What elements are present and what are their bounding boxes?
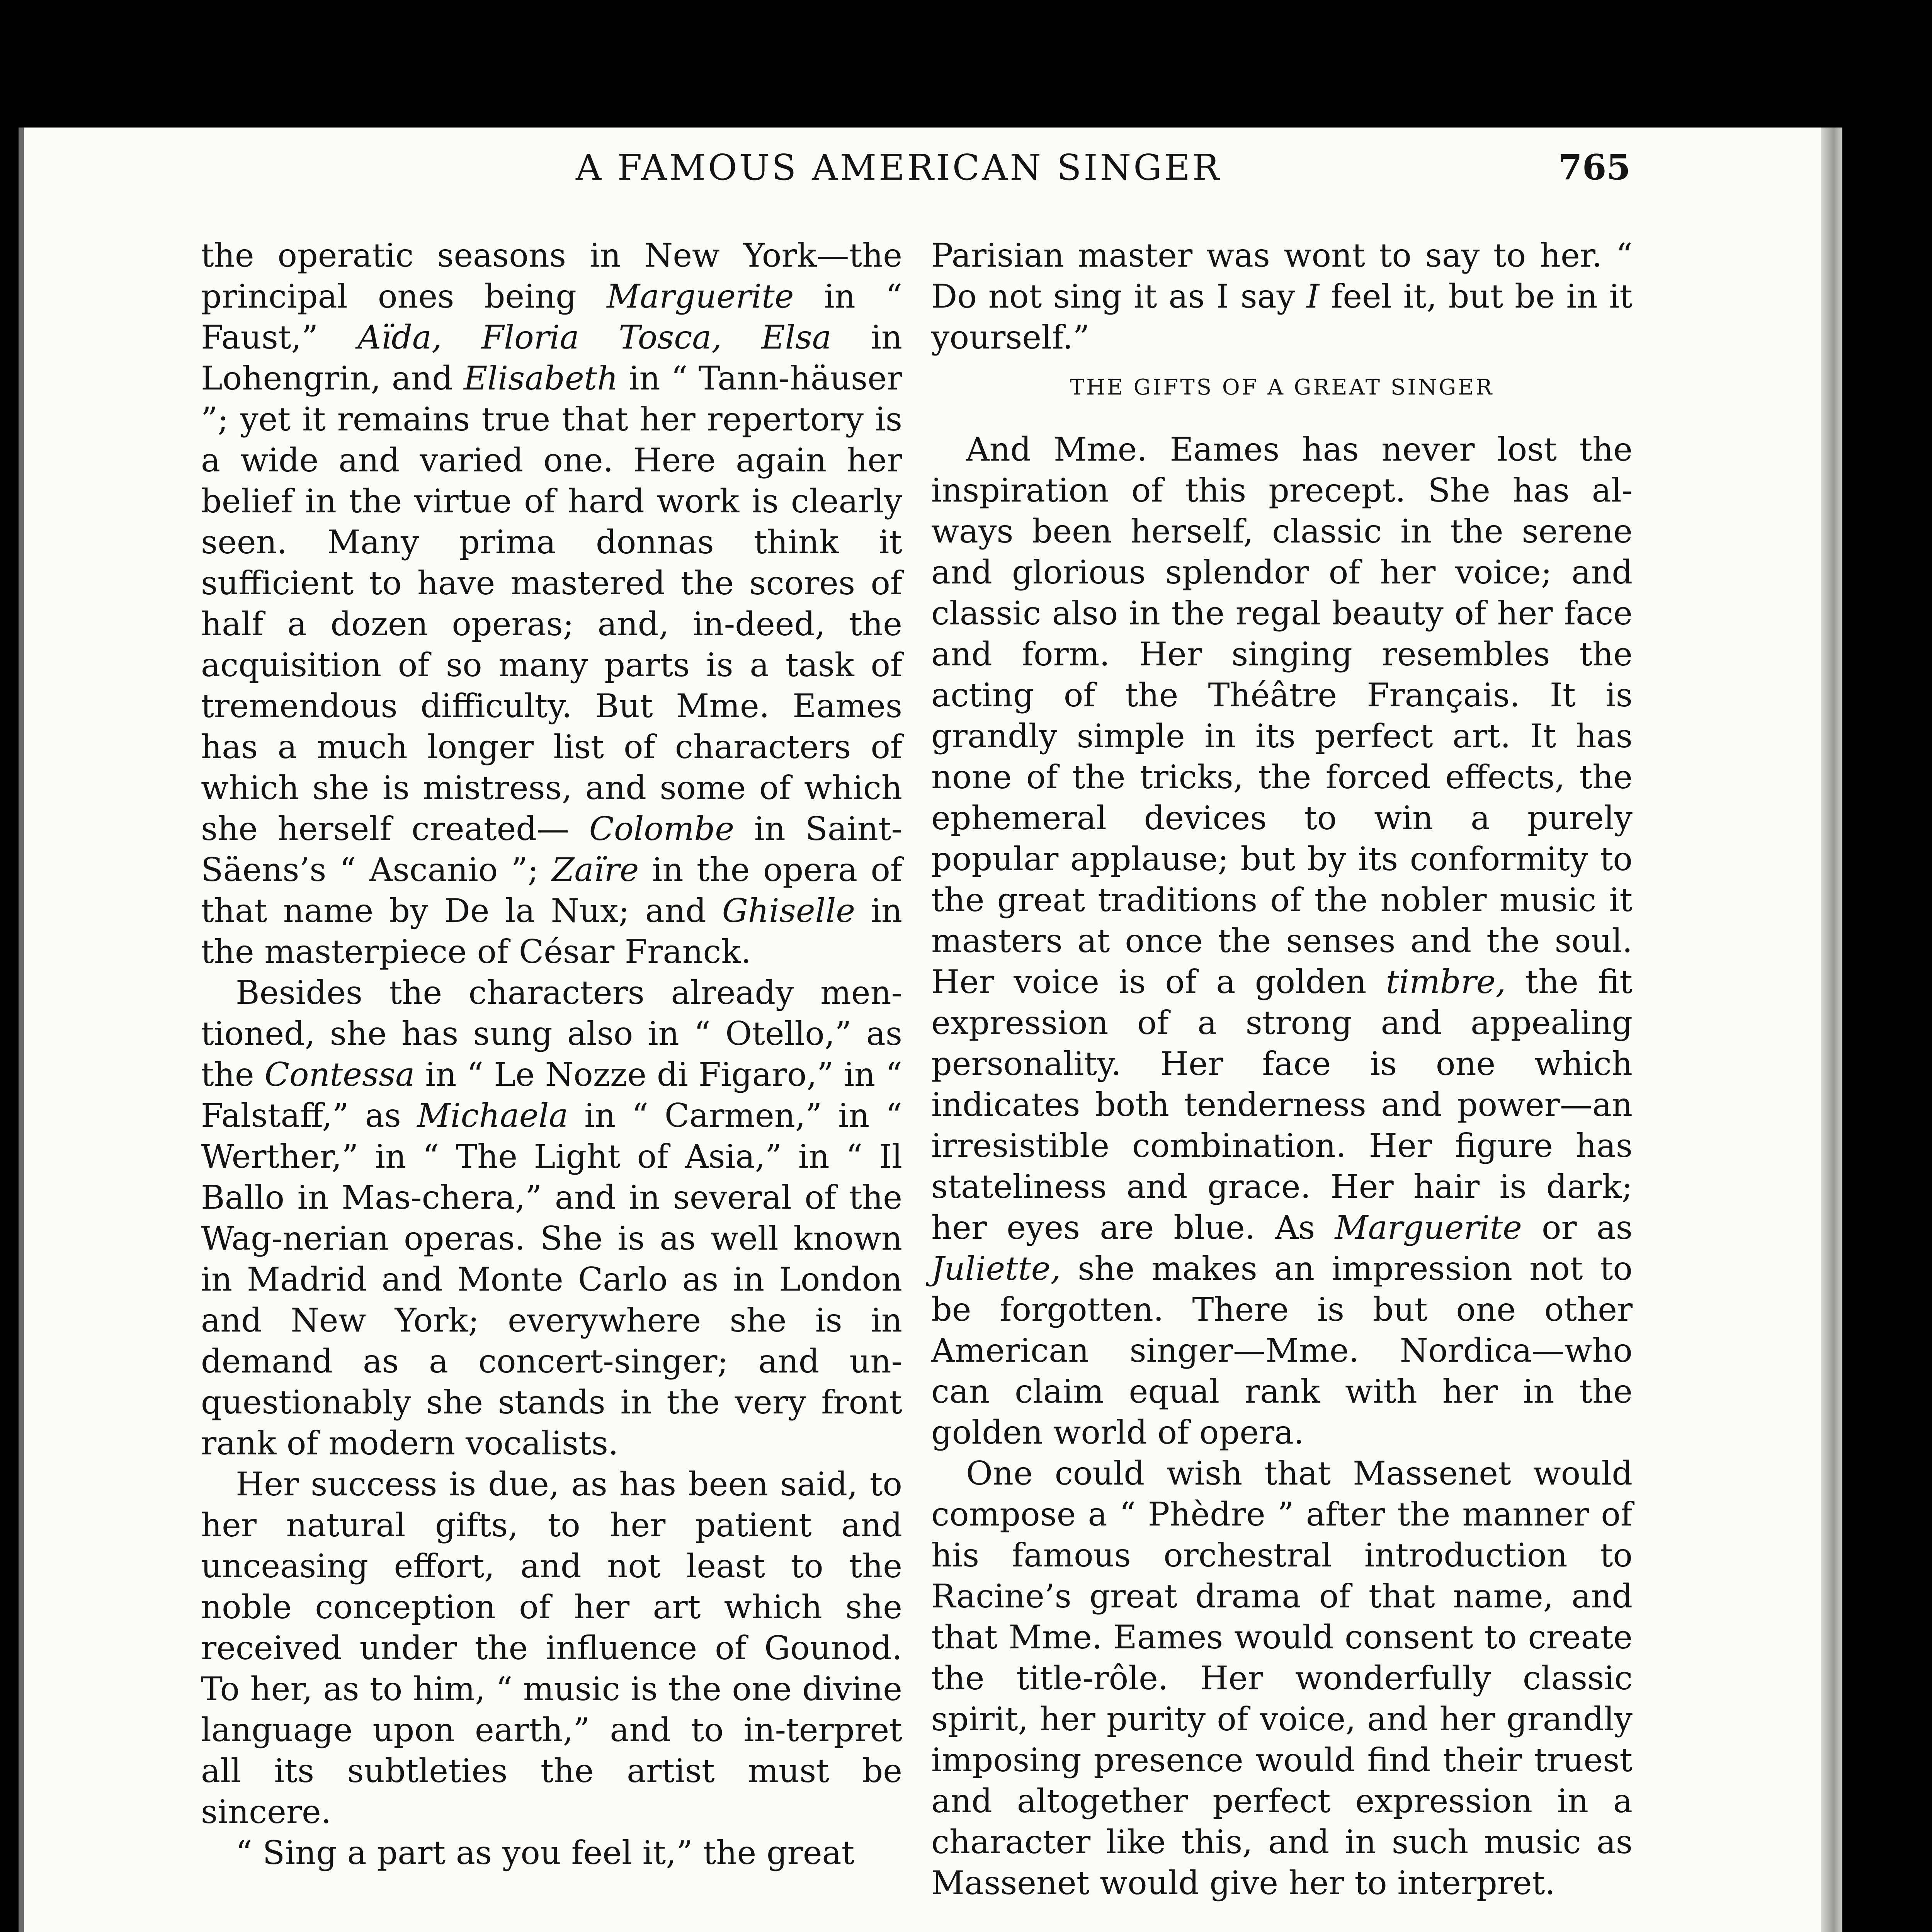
paragraph: the operatic seasons in New York—the principal ones being Marguerite in “ Faust,” Aïda, Floria Tosca, Elsa in Lohengrin, and Elisabeth in “ Tann-häuser ”; yet it remains true that her repertory is a wide and varied one. Here again her belief in the virtue of hard work is clearly seen. Many prima donnas think it sufficient to have mastered the scores of half a dozen operas; and, in-deed, the acquisition of so many parts is a task of tremendous difficulty. But Mme. Eames has a much longer list of characters of which she is mistress, and some of which she herself created— Colombe in Saint-Säens’s “ Ascanio ”; Zaïre in the opera of that name by De la Nux; and Ghiselle in the masterpiece of César Franck. [201, 236, 903, 971]
page-left-edge [19, 128, 24, 1932]
paragraph: Her success is due, as has been said, to her natural gifts, to her patient and unceasing effort, and not least to the noble conception of her art which she received under the influence of Gounod. To her, as to him, “ music is the one divine language upon earth,” and to in-terpret all its subtleties the artist must be sincere. [201, 1465, 902, 1831]
paragraph: “ Sing a part as you feel it,” the great [236, 1834, 855, 1872]
paragraph: One could wish that Massenet would compose a “ Phèdre ” after the manner of his famous orchestral introduction to Racine’s great drama of that name, and that Mme. Eames would consent to create the title-rôle. Her wonderfully classic spirit, her purity of voice, and her grandly imposing presence would find their truest and altogether perfect expression in a character like this, and in such music as Massenet would give her to interpret. [931, 1454, 1633, 1902]
right-column [931, 235, 1633, 1903]
left-column [201, 235, 902, 1873]
paragraph: Parisian master was wont to say to her. “ Do not sing it as I say I feel it, but be in it yourself.” [931, 236, 1633, 356]
page-number: 765 [1558, 147, 1631, 188]
paragraph: And Mme. Eames has never lost the inspiration of this precept. She has al-ways been herself, classic in the serene and glorious splendor of her voice; and classic also in the regal beauty of her face and form. Her singing resembles the acting of the Théâtre Français. It is grandly simple in its perfect art. It has none of the tricks, the forced effects, the ephemeral devices to win a purely popular applause; but by its conformity to the great traditions of the nobler music it masters at once the senses and the soul. Her voice is of a golden timbre, the fit expression of a strong and appealing personality. Her face is one which indicates both tenderness and power—an irresistible combination. Her figure has stateliness and grace. Her hair is dark; her eyes are blue. As Marguerite or as Juliette, she makes an impression not to be forgotten. There is but one other American singer—Mme. Nordica—who can claim equal rank with her in the golden world of opera. [931, 430, 1633, 1451]
page-header [201, 147, 1631, 189]
paragraph: Besides the characters already men-tioned, she has sung also in “ Otello,” as the Contessa in “ Le Nozze di Figaro,” in “ Falstaff,” as Michaela in “ Carmen,” in “ Werther,” in “ The Light of Asia,” in “ Il Ballo in Mas-chera,” and in several of the Wag-nerian operas. She is as well known in Madrid and Monte Carlo as in London and New York; everywhere she is in demand as a concert-singer; and un-questionably she stands in the very front rank of modern vocalists. [201, 974, 903, 1462]
running-head: A FAMOUS AMERICAN SINGER [576, 147, 1222, 188]
section-subhead: THE GIFTS OF A GREAT SINGER [1070, 375, 1494, 400]
page-binding-edge [1821, 128, 1842, 1932]
